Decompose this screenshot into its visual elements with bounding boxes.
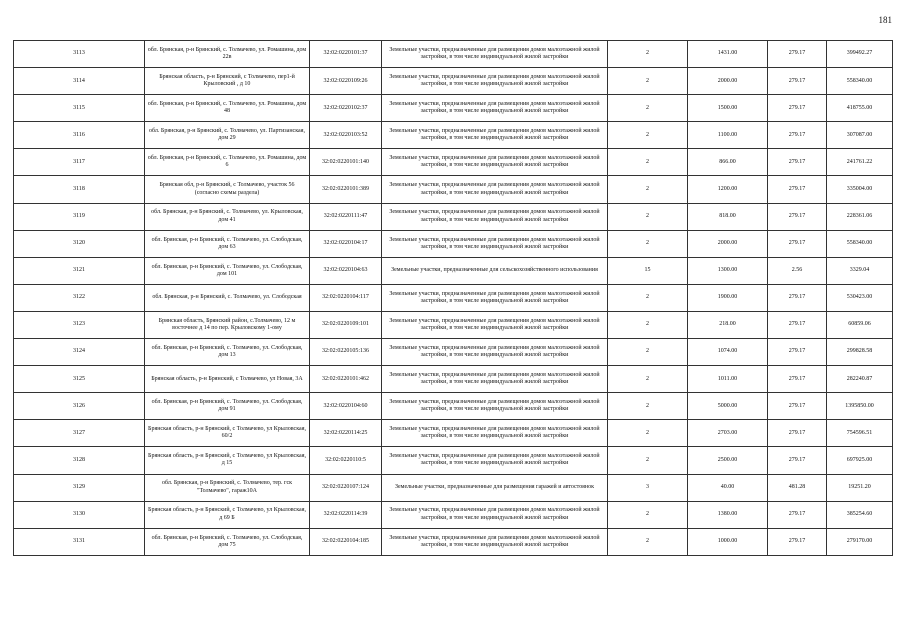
cadastral-number-cell: 32:02:0220105:136 — [310, 339, 382, 366]
land-use-cell: Земельные участки, предназначенные для размещения домов малоэтажной жилой застройки, в том числе индивидуальной жилой застройки — [382, 420, 608, 447]
unit-value-cell: 279.17 — [768, 149, 827, 176]
cadastral-number-cell: 32:02:0220110:5 — [310, 447, 382, 474]
row-number-cell: 3126 — [14, 393, 145, 420]
land-use-cell: Земельные участки, предназначенные для размещения домов малоэтажной жилой застройки, в том числе индивидуальной жилой застройки — [382, 311, 608, 338]
cadastral-number-cell: 32:02:0220103:52 — [310, 122, 382, 149]
use-group-code-cell: 2 — [608, 339, 688, 366]
area-cell: 1011.00 — [688, 366, 768, 393]
address-cell: обл. Брянская, р-н Брянский, с. Толмачево, ул. Крыловская, дом 41 — [145, 203, 310, 230]
area-cell: 1300.00 — [688, 257, 768, 284]
cadastral-value-cell: 697925.00 — [827, 447, 893, 474]
row-number-cell: 3128 — [14, 447, 145, 474]
cadastral-value-cell: 19251.20 — [827, 474, 893, 501]
land-use-cell: Земельные участки, предназначенные для размещения домов малоэтажной жилой застройки, в том числе индивидуальной жилой застройки — [382, 366, 608, 393]
cadastral-number-cell: 32:02:0220104:117 — [310, 284, 382, 311]
table-row — [14, 149, 893, 176]
table-row — [14, 68, 893, 95]
row-number-cell: 3115 — [14, 95, 145, 122]
use-group-code-cell: 2 — [608, 68, 688, 95]
table-row — [14, 474, 893, 501]
row-number-cell: 3116 — [14, 122, 145, 149]
use-group-code-cell: 2 — [608, 528, 688, 555]
land-use-cell: Земельные участки, предназначенные для размещения домов малоэтажной жилой застройки, в том числе индивидуальной жилой застройки — [382, 68, 608, 95]
unit-value-cell: 481.28 — [768, 474, 827, 501]
unit-value-cell: 279.17 — [768, 122, 827, 149]
unit-value-cell: 279.17 — [768, 339, 827, 366]
land-use-cell: Земельные участки, предназначенные для размещения домов малоэтажной жилой застройки, в том числе индивидуальной жилой застройки — [382, 176, 608, 203]
cadastral-value-cell: 3329.04 — [827, 257, 893, 284]
cadastral-value-cell: 279170.00 — [827, 528, 893, 555]
cadastral-number-cell: 32:02:0220114:39 — [310, 501, 382, 528]
address-cell: обл. Брянская, р-н Брянский, с. Толмачево, ул. Партизанская, дом 29 — [145, 122, 310, 149]
land-use-cell: Земельные участки, предназначенные для размещения домов малоэтажной жилой застройки, в том числе индивидуальной жилой застройки — [382, 528, 608, 555]
table-row — [14, 501, 893, 528]
row-number-cell: 3131 — [14, 528, 145, 555]
unit-value-cell: 279.17 — [768, 230, 827, 257]
row-number-cell: 3123 — [14, 311, 145, 338]
address-cell: обл. Брянская, р-н Брянский, с. Толмачево, ул. Ромашина, дом 48 — [145, 95, 310, 122]
table-row — [14, 366, 893, 393]
cadastral-number-cell: 32:02:0220109:101 — [310, 311, 382, 338]
cadastral-number-cell: 32:02:0220101:462 — [310, 366, 382, 393]
unit-value-cell: 279.17 — [768, 41, 827, 68]
land-use-cell: Земельные участки, предназначенные для размещения домов малоэтажной жилой застройки, в том числе индивидуальной жилой застройки — [382, 393, 608, 420]
area-cell: 818.00 — [688, 203, 768, 230]
area-cell: 218.00 — [688, 311, 768, 338]
address-cell: обл. Брянская, р-н Брянский, с. Толмачево, ул. Ромашина, дом 6 — [145, 149, 310, 176]
use-group-code-cell: 2 — [608, 95, 688, 122]
area-cell: 2500.00 — [688, 447, 768, 474]
use-group-code-cell: 2 — [608, 447, 688, 474]
cadastral-number-cell: 32:02:0220109:26 — [310, 68, 382, 95]
cadastral-value-cell: 307087.00 — [827, 122, 893, 149]
table-row — [14, 176, 893, 203]
cadastral-value-cell: 385254.60 — [827, 501, 893, 528]
row-number-cell: 3127 — [14, 420, 145, 447]
use-group-code-cell: 2 — [608, 41, 688, 68]
land-use-cell: Земельные участки, предназначенные для размещения домов малоэтажной жилой застройки, в том числе индивидуальной жилой застройки — [382, 447, 608, 474]
cadastral-value-cell: 60859.06 — [827, 311, 893, 338]
cadastral-number-cell: 32:02:0220104:60 — [310, 393, 382, 420]
row-number-cell: 3119 — [14, 203, 145, 230]
row-number-cell: 3121 — [14, 257, 145, 284]
table-row — [14, 447, 893, 474]
cadastral-value-cell: 282240.87 — [827, 366, 893, 393]
land-use-cell: Земельные участки, предназначенные для размещения домов малоэтажной жилой застройки, в том числе индивидуальной жилой застройки — [382, 339, 608, 366]
cadastral-number-cell: 32:02:0220114:25 — [310, 420, 382, 447]
table-row — [14, 230, 893, 257]
unit-value-cell: 279.17 — [768, 501, 827, 528]
cadastral-number-cell: 32:02:0220104:63 — [310, 257, 382, 284]
use-group-code-cell: 2 — [608, 149, 688, 176]
row-number-cell: 3129 — [14, 474, 145, 501]
table-row — [14, 122, 893, 149]
address-cell: обл. Брянская, р-н Брянский, с. Толмачево, ул. Слободская, дом 13 — [145, 339, 310, 366]
area-cell: 1000.00 — [688, 528, 768, 555]
area-cell: 1200.00 — [688, 176, 768, 203]
use-group-code-cell: 15 — [608, 257, 688, 284]
land-use-cell: Земельные участки, предназначенные для размещения домов малоэтажной жилой застройки, в том числе индивидуальной жилой застройки — [382, 230, 608, 257]
unit-value-cell: 279.17 — [768, 393, 827, 420]
use-group-code-cell: 2 — [608, 420, 688, 447]
table-row — [14, 284, 893, 311]
row-number-cell: 3114 — [14, 68, 145, 95]
land-use-cell: Земельные участки, предназначенные для размещения домов малоэтажной жилой застройки, в том числе индивидуальной жилой застройки — [382, 122, 608, 149]
cadastral-number-cell: 32:02:0220104:185 — [310, 528, 382, 555]
row-number-cell: 3124 — [14, 339, 145, 366]
address-cell: Брянская область, р-н Брянский, с Толмачево, пер1-й Крыловский , д 10 — [145, 68, 310, 95]
area-cell: 866.00 — [688, 149, 768, 176]
area-cell: 1100.00 — [688, 122, 768, 149]
unit-value-cell: 279.17 — [768, 366, 827, 393]
land-use-cell: Земельные участки, предназначенные для размещения домов малоэтажной жилой застройки, в том числе индивидуальной жилой застройки — [382, 284, 608, 311]
cadastral-number-cell: 32:02:0220111:47 — [310, 203, 382, 230]
row-number-cell: 3125 — [14, 366, 145, 393]
row-number-cell: 3120 — [14, 230, 145, 257]
unit-value-cell: 279.17 — [768, 528, 827, 555]
use-group-code-cell: 2 — [608, 230, 688, 257]
use-group-code-cell: 2 — [608, 284, 688, 311]
row-number-cell: 3117 — [14, 149, 145, 176]
area-cell: 2000.00 — [688, 68, 768, 95]
address-cell: Брянская область, Брянский район, с.Толмачево, 12 м восточнее д 14 по пер. Крыловскому 1-ому — [145, 311, 310, 338]
address-cell: обл. Брянская, р-н Брянский, с. Толмачево, ул. Слободская, дом 91 — [145, 393, 310, 420]
address-cell: Брянская обл, р-н Брянский, с Толмачево, участок 56 (согласно схемы раздела) — [145, 176, 310, 203]
unit-value-cell: 2.56 — [768, 257, 827, 284]
row-number-cell: 3113 — [14, 41, 145, 68]
address-cell: Брянская область, р-н Брянский, с Толмачево, ул Крыловская, д 15 — [145, 447, 310, 474]
address-cell: обл. Брянская, р-н Брянский, с. Толмачево, ул. Слободская, дом 101 — [145, 257, 310, 284]
cadastral-value-cell: 558340.00 — [827, 68, 893, 95]
use-group-code-cell: 3 — [608, 474, 688, 501]
use-group-code-cell: 2 — [608, 122, 688, 149]
land-use-cell: Земельные участки, предназначенные для размещения домов малоэтажной жилой застройки, в том числе индивидуальной жилой застройки — [382, 95, 608, 122]
cadastral-number-cell: 32:02:0220107:124 — [310, 474, 382, 501]
cadastral-number-cell: 32:02:0220101:37 — [310, 41, 382, 68]
cadastral-value-table — [13, 40, 893, 556]
area-cell: 1900.00 — [688, 284, 768, 311]
unit-value-cell: 279.17 — [768, 447, 827, 474]
unit-value-cell: 279.17 — [768, 176, 827, 203]
address-cell: Брянская область, р-н Брянский, с Толмачево, ул Крыловская, д 69 Б — [145, 501, 310, 528]
area-cell: 1500.00 — [688, 95, 768, 122]
cadastral-value-cell: 241761.22 — [827, 149, 893, 176]
area-cell: 40.00 — [688, 474, 768, 501]
cadastral-value-cell: 228361.06 — [827, 203, 893, 230]
use-group-code-cell: 2 — [608, 311, 688, 338]
row-number-cell: 3130 — [14, 501, 145, 528]
address-cell: Брянская область, р-н Брянский, с Толмачево, ул Новая, 3А — [145, 366, 310, 393]
cadastral-value-cell: 558340.00 — [827, 230, 893, 257]
use-group-code-cell: 2 — [608, 393, 688, 420]
cadastral-value-cell: 754596.51 — [827, 420, 893, 447]
land-use-cell: Земельные участки, предназначенные для размещения домов малоэтажной жилой застройки, в том числе индивидуальной жилой застройки — [382, 149, 608, 176]
table-row — [14, 393, 893, 420]
land-use-cell: Земельные участки, предназначенные для размещения домов малоэтажной жилой застройки, в том числе индивидуальной жилой застройки — [382, 41, 608, 68]
cadastral-number-cell: 32:02:0220104:17 — [310, 230, 382, 257]
page-number: 181 — [878, 15, 892, 25]
use-group-code-cell: 2 — [608, 366, 688, 393]
unit-value-cell: 279.17 — [768, 203, 827, 230]
table-row — [14, 95, 893, 122]
cadastral-number-cell: 32:02:0220101:140 — [310, 149, 382, 176]
address-cell: обл. Брянская, р-н Брянский, с. Толмачево, тер. гск "Толмачево", гараж10А — [145, 474, 310, 501]
table-row — [14, 203, 893, 230]
area-cell: 2000.00 — [688, 230, 768, 257]
cadastral-value-cell: 530423.00 — [827, 284, 893, 311]
row-number-cell: 3122 — [14, 284, 145, 311]
land-use-cell: Земельные участки, предназначенные для размещения гаражей и автостоянок — [382, 474, 608, 501]
unit-value-cell: 279.17 — [768, 420, 827, 447]
table-row — [14, 420, 893, 447]
land-use-cell: Земельные участки, предназначенные для размещения домов малоэтажной жилой застройки, в том числе индивидуальной жилой застройки — [382, 501, 608, 528]
area-cell: 2703.00 — [688, 420, 768, 447]
table-row — [14, 528, 893, 555]
use-group-code-cell: 2 — [608, 176, 688, 203]
area-cell: 1380.00 — [688, 501, 768, 528]
row-number-cell: 3118 — [14, 176, 145, 203]
land-use-cell: Земельные участки, предназначенные для размещения домов малоэтажной жилой застройки, в том числе индивидуальной жилой застройки — [382, 203, 608, 230]
area-cell: 1431.00 — [688, 41, 768, 68]
area-cell: 5000.00 — [688, 393, 768, 420]
cadastral-number-cell: 32:02:0220101:389 — [310, 176, 382, 203]
cadastral-value-cell: 1395850.00 — [827, 393, 893, 420]
area-cell: 1074.00 — [688, 339, 768, 366]
unit-value-cell: 279.17 — [768, 95, 827, 122]
land-use-cell: Земельные участки, предназначенные для сельскохозяйственного использования — [382, 257, 608, 284]
unit-value-cell: 279.17 — [768, 311, 827, 338]
cadastral-value-cell: 418755.00 — [827, 95, 893, 122]
use-group-code-cell: 2 — [608, 501, 688, 528]
table-row — [14, 311, 893, 338]
cadastral-value-cell: 399492.27 — [827, 41, 893, 68]
use-group-code-cell: 2 — [608, 203, 688, 230]
cadastral-value-cell: 299828.58 — [827, 339, 893, 366]
table-row — [14, 339, 893, 366]
address-cell: обл. Брянская, р-н Брянский, с. Толмачево, ул. Слободская — [145, 284, 310, 311]
cadastral-number-cell: 32:02:0220102:37 — [310, 95, 382, 122]
address-cell: обл. Брянская, р-н Брянский, с. Толмачево, ул. Слободская, дом 63 — [145, 230, 310, 257]
unit-value-cell: 279.17 — [768, 284, 827, 311]
address-cell: Брянская область, р-н Брянский, с Толмачево, ул Крыловская, 60/2 — [145, 420, 310, 447]
cadastral-value-cell: 335004.00 — [827, 176, 893, 203]
address-cell: обл. Брянская, р-н Брянский, с. Толмачево, ул. Ромашина, дом 22в — [145, 41, 310, 68]
table-row — [14, 257, 893, 284]
address-cell: обл. Брянская, р-н Брянский, с. Толмачево, ул. Слободская, дом 75 — [145, 528, 310, 555]
table-body — [14, 41, 893, 556]
table-row — [14, 41, 893, 68]
unit-value-cell: 279.17 — [768, 68, 827, 95]
